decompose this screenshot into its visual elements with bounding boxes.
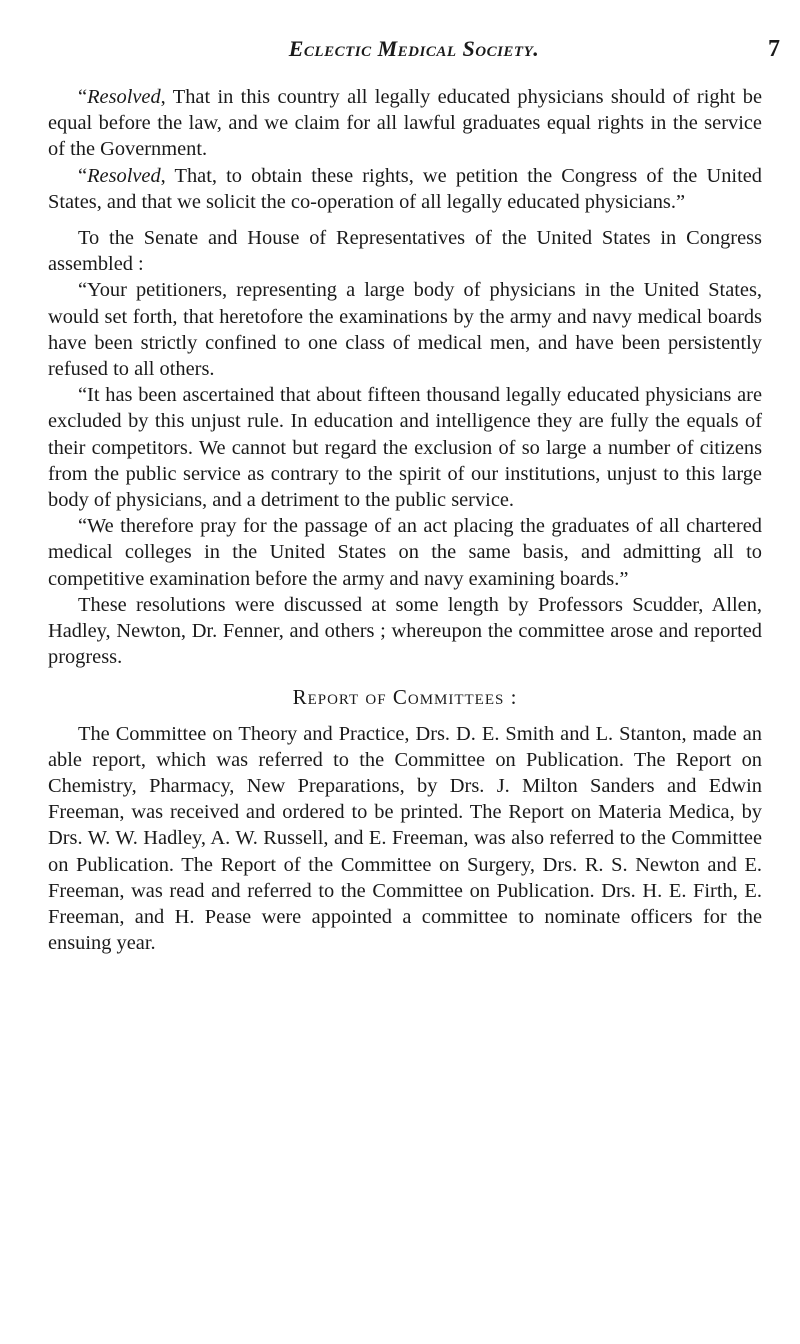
resolution-paragraph: “Resolved, That in this country all legally educated physicians should of right be equal before the law, and we claim for all lawful graduates equal rights in the service of the Government. — [48, 86, 762, 161]
resolved-keyword: Resolved — [87, 86, 161, 108]
running-title: Eclectic Medical Society. — [288, 36, 540, 61]
discussion-paragraph: These resolutions were discussed at some length by Professors Scudder, Allen, Hadley, Newton, Dr. Fenner, and others ; whereupon the committee arose and reported progress. — [48, 593, 762, 669]
page-header — [48, 36, 780, 76]
petition-paragraph: “We therefore pray for the passage of an act placing the graduates of all chartered medical colleges in the United States on the same basis, and admitting all to competitive examination before the army and navy examining boards.” — [48, 515, 762, 590]
body-text — [48, 84, 762, 957]
resolution-paragraph: “Resolved, That, to obtain these rights, we petition the Congress of the United States, and that we solicit the co-operation of all legally educated physicians.” — [48, 164, 762, 213]
report-paragraph: The Committee on Theory and Practice, Drs. D. E. Smith and L. Stanton, made an able report, which was referred to the Committee on Publication. The Report on Chemistry, Pharmacy, New Preparations, by Drs. J. Milton Sanders and Edwin Freeman, was received and ordered to be printed. The Report on Materia Medica, by Drs. W. W. Hadley, A. W. Russell, and E. Freeman, was also referred to the Committee on Publication. The Report of the Committee on Surgery, Drs. R. S. Newton and E. Freeman, was read and referred to the Committee on Publication. Drs. H. E. Firth, E. Freeman, and H. Pease were appointed a committee to nominate officers for the ensuing year. — [48, 722, 762, 955]
petition-paragraph: “Your petitioners, representing a large body of physicians in the United States, would set forth, that heretofore the examinations by the army and navy medical boards have been strictly confined to one class of medical men, and have been persistently refused to all others. — [48, 279, 762, 381]
page-number: 7 — [768, 36, 780, 62]
section-heading: Report of Committees : — [292, 685, 518, 710]
petition-paragraph: “It has been ascertained that about fifteen thousand legally educated physicians are excluded by this unjust rule. In education and intelligence they are fully the equals of their competitors. We cannot but regard the exclusion of so large a number of citizens from the public service as contrary to the spirit of our institutions, unjust to this large body of physicians, and a detriment to the public service. — [48, 384, 762, 512]
resolved-keyword: Resolved — [87, 164, 161, 187]
petition-address: To the Senate and House of Representatives of the United States in Congress assembled : — [48, 227, 762, 276]
